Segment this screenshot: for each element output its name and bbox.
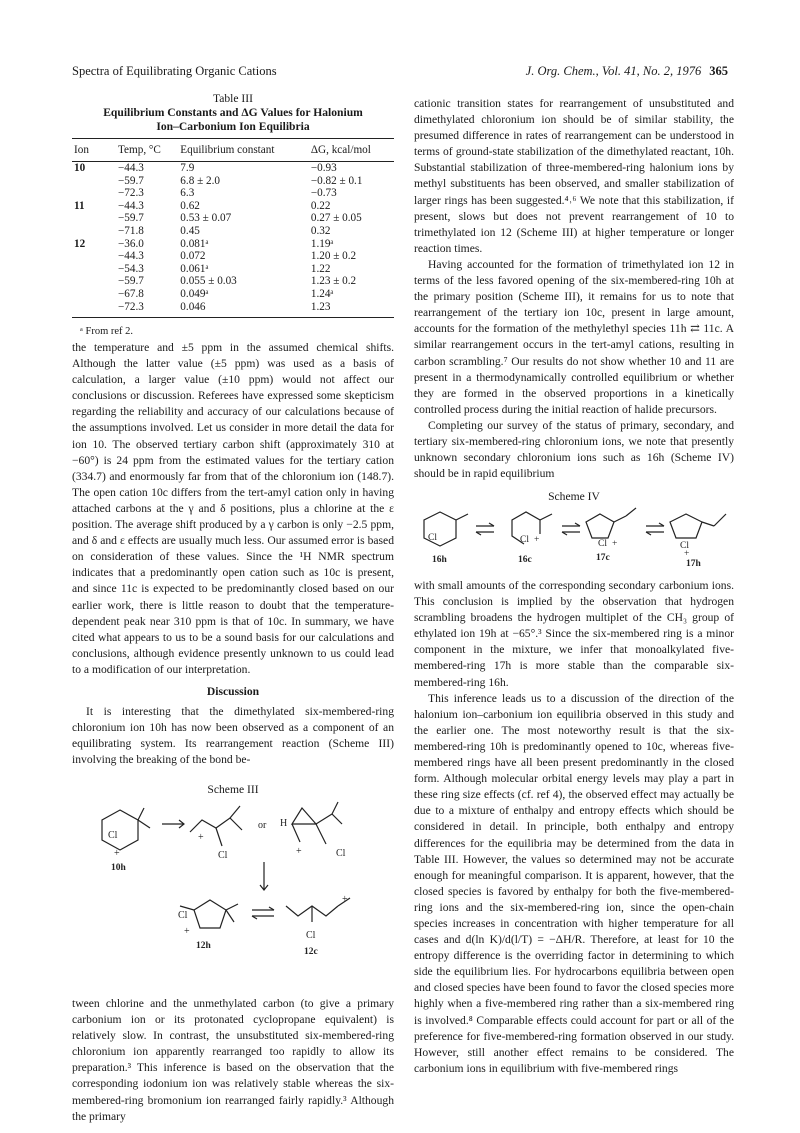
table-cell: 12 <box>74 237 86 250</box>
table-cell <box>72 250 116 263</box>
table-cell <box>72 187 116 200</box>
journal-citation <box>526 64 728 79</box>
table-cell: −72.3 <box>118 187 144 200</box>
right-text-2 <box>414 578 734 1077</box>
left-text-2 <box>72 996 394 1125</box>
right-column <box>414 96 734 482</box>
paragraph: Having accounted for the formation of trimethylated ion 12 in terms of the less favored opening of the six-membered-ring 10h at the primary position (Scheme III), it remains for us to note that rearrangement of the tertiary ion 10c, present in large amount, accounts for the formation of the methylethyl species 11h ⇄ 11c. A similar rearrangement occurs in the tert-amyl cations, resulting in carbon scrambling.⁷ Our results do not show whether 10 and 11 are present in a thermodynamically controlled equilibrium or whether they are formed in the observed proportions in a kinetically controlled process during the initial reaction of halide precursors. <box>414 257 734 416</box>
chlorine-atom: Cl <box>108 830 118 841</box>
table-row <box>72 288 394 301</box>
equilibrium-table <box>72 138 394 318</box>
table-cell: −59.7 <box>118 275 144 288</box>
table-cell: 7.9 <box>180 162 195 175</box>
table-cell: −0.82 ± 0.1 <box>310 174 363 187</box>
table-cell <box>72 275 116 288</box>
table-cell: −54.3 <box>118 262 144 275</box>
table-cell: 0.049ᵃ <box>180 288 209 301</box>
chlorine-atom: Cl <box>680 541 689 551</box>
positive-charge: + <box>684 549 690 559</box>
table-cell: −44.3 <box>118 199 144 212</box>
table-cell: 6.8 ± 2.0 <box>180 174 220 187</box>
scheme-title: Scheme IV <box>548 490 600 503</box>
table-cell: 1.23 ± 0.2 <box>310 275 357 288</box>
positive-charge: + <box>296 846 302 857</box>
table-cell: −59.7 <box>118 174 144 187</box>
positive-charge: + <box>198 832 204 843</box>
scheme-iv-diagram <box>414 504 734 568</box>
table-row <box>72 225 394 238</box>
paragraph: This inference leads us to a discussion of the direction of the halonium ion–carbonium ion equilibria observed in this study and the earlier one. The most noteworthy result is that the six-membered-ring 10h is predominantly opened to 10c, whereas five-membered rings have all been present predominantly in the closed form. Although molecular orbital energy levels may play a part in these ring size effects (cf. ref 4), the observed effect may actually be due to a mixture of enthalpy and entropy effects which should be considered in detail. In principle, both enthalpy and entropy differences for the equilibria may be determined from the data in Table III. However, the values so determined may not be accurate enough for meaningful comparison. It is apparent, however, that the closed species is favored by enthalpy for both the five-membered-ring ions and the six-membered-ring ion, since the open-chain species increases in concentration with higher temperature for all cases and d(ln K)/d(l/T) = −ΔH/R. Therefore, at least for 10 the entropy difference is the overriding factor in determining to which side the equilibrium lies. For hydrocarbons equilibria between open and closed species have been found to favor the closed species more highly when a five-membered ring rather than a six-membered ring is involved.⁸ Comparable effects could account for part or all of the preference for five-membered-ring formation observed in our study. However, still another effect remains to be considered. The carbonium ions in equilibrium with five-membered rings <box>414 691 734 1075</box>
compound-label: 17h <box>686 559 701 568</box>
paragraph: with small amounts of the corresponding secondary carbonium ions. This conclusion is implied by the observation that hydrogen scrambling broadens the hydrogen multiplet of the CH₃ group of ethylated ion 19h at −65°.³ Since the six-membered ring is a minor component in the mixture, we infer that monoalkylated five-membered-ring 17h is more stable than the comparable six-membered-ring 16h. <box>414 579 734 689</box>
paragraph: Completing our survey of the status of primary, secondary, and tertiary six-membered-ring chloronium ions, we note that presently unknown secondary chloronium ions such as 16h (Scheme IV) should be in rapid equilibrium <box>414 418 734 481</box>
table-cell: 0.046 <box>180 300 206 313</box>
table-caption <box>72 92 394 134</box>
table-cell: −59.7 <box>118 212 144 225</box>
table-header-row <box>72 139 394 162</box>
chlorine-atom: Cl <box>520 535 529 545</box>
paragraph: It is interesting that the dimethylated six-membered-ring chloronium ion 10h has now been observed as a component of an equilibrating system. Its rearrangement reaction (Scheme III) involving the breaking of the bond be- <box>72 705 394 767</box>
table-footnote: ᵃ From ref 2. <box>80 326 134 338</box>
running-header: Spectra of Equilibrating Organic Cations <box>72 64 277 78</box>
table-cell: −0.93 <box>310 162 337 175</box>
table-cell: 6.3 <box>180 187 195 200</box>
positive-charge: + <box>184 926 190 937</box>
or-text: or <box>258 820 267 831</box>
section-heading: Discussion <box>206 684 260 698</box>
table-cell: 0.072 <box>180 250 206 263</box>
table-row <box>72 238 394 251</box>
chlorine-atom: Cl <box>306 930 316 941</box>
positive-charge: + <box>534 535 540 545</box>
table-cell: 0.061ᵃ <box>180 262 209 275</box>
scheme-iii-diagram <box>80 798 390 978</box>
positive-charge: + <box>114 848 120 859</box>
table-cell <box>72 263 116 276</box>
table-cell: 10 <box>74 162 86 175</box>
table-cell: 1.19ᵃ <box>310 237 334 250</box>
table-cell: 0.27 ± 0.05 <box>310 212 362 225</box>
compound-label: 16h <box>432 555 447 565</box>
table-cell: −44.3 <box>118 250 144 263</box>
table-row <box>72 200 394 213</box>
th-ion: Ion <box>72 139 116 162</box>
table-row <box>72 187 394 200</box>
table-cell: −0.73 <box>310 187 337 200</box>
compound-label: 12c <box>304 947 318 957</box>
table-cell: −67.8 <box>118 288 144 301</box>
table-row <box>72 275 394 288</box>
paragraph: cationic transition states for rearrangement of unsubstituted and dimethylated chloronium ion should be of similar stability, the presumed difference in rates of rearrangement can be understood in terms of ground-state stabilization of the dimethylated reactant, 10h. Substantial stabilization of three-membered-ring halonium ions by methyl substituents has been observed, and smaller stabilization of larger rings has been suggested.⁴˒⁶ We note that this stabilization, if present, slows but does not prevent rearrangement of 10 to trimethylated ion 12 (Scheme III) at higher temperature or longer reaction times. <box>414 97 734 255</box>
chlorine-atom: Cl <box>218 850 228 861</box>
table-cell: 1.20 ± 0.2 <box>310 250 357 263</box>
table-row <box>72 162 394 175</box>
table-cell: 0.22 <box>310 199 331 212</box>
table-cell: 1.22 <box>310 262 331 275</box>
chlorine-atom: Cl <box>598 539 607 549</box>
left-column <box>72 92 394 340</box>
positive-charge: + <box>612 539 618 549</box>
table-cell: 1.23 <box>310 300 331 313</box>
compound-label: 12h <box>196 941 211 951</box>
th-dg: ΔG, kcal/mol <box>309 139 394 162</box>
table-cell: 0.055 ± 0.03 <box>180 275 237 288</box>
table-cell: 0.32 <box>310 225 331 238</box>
table-row <box>72 175 394 188</box>
th-eq: Equilibrium constant <box>178 139 309 162</box>
table-cell: −71.8 <box>118 225 144 238</box>
table-row <box>72 250 394 263</box>
table-cell: −72.3 <box>118 300 144 313</box>
table-number: Table III <box>212 92 254 105</box>
hydrogen-atom: H <box>280 818 288 829</box>
table-cell: 0.45 <box>180 225 200 238</box>
table-cell <box>72 175 116 188</box>
table-cell: 1.24ᵃ <box>310 288 334 301</box>
compound-label: 10h <box>111 863 126 873</box>
table-cell: 0.081ᵃ <box>180 237 209 250</box>
table-title-2: Ion–Carbonium Ion Equilibria <box>156 120 310 133</box>
table-cell: −44.3 <box>118 162 144 175</box>
page-number: 365 <box>709 64 728 78</box>
table-cell <box>72 288 116 301</box>
table-row <box>72 212 394 225</box>
table-cell <box>72 212 116 225</box>
chlorine-atom: Cl <box>336 848 346 859</box>
compound-label: 16c <box>518 555 532 565</box>
th-temp: Temp, °C <box>116 139 178 162</box>
journal-name: J. Org. Chem., Vol. 41, No. 2, 1976 <box>525 64 702 78</box>
chlorine-atom: Cl <box>428 533 437 543</box>
table-row <box>72 263 394 276</box>
paragraph: the temperature and ±5 ppm in the assumed chemical shifts. Although the latter value (±5 ppm) was used as a basis of calculation, a larger value (±10 ppm) would not affect our conclusions or discussion. Referees have expressed some skepticism regarding the reliability and accuracy of our calculations because of the assumptions involved. Let us consider in more detail the data for ion 10. The observed tertiary carbon shift (approximately 310 at −60°) is 24 ppm from the estimated values for the tertiary cation (334.7) and enormously far from that of the chloronium ion (148.7). The open cation 10c differs from the tert-amyl cation only in having attached carbons at the γ and δ positions, plus a chlorine at the ε position. The average shift produced by a γ carbon is only −2.5 ppm, and δ and ε effects are usually much less. Our assumed error is based on consideration of these values. Since the ¹H NMR spectrum indicates that a predominantly open cation such as 10c is present, and since 11c is expected to be predominantly closed based on our earlier work, there is little reason to doubt that the temperature-dependent peak near 310 ppm is that of 10c. In summary, we have cited what appears to us to be a sound basis for our calculations and conclusions, although evidence presently unknown to us could lead to a modification of our interpretation. <box>72 341 394 676</box>
table-cell: 11 <box>74 199 85 212</box>
table-cell: −36.0 <box>118 237 144 250</box>
compound-label: 17c <box>596 553 610 563</box>
left-text <box>72 340 394 768</box>
positive-charge: + <box>342 894 348 905</box>
scheme-title: Scheme III <box>207 783 259 796</box>
table-cell: 0.62 <box>180 199 200 212</box>
table-cell: 0.53 ± 0.07 <box>180 212 232 225</box>
table-row <box>72 301 394 318</box>
table-cell <box>72 225 116 238</box>
chlorine-atom: Cl <box>178 910 188 921</box>
table-title: Equilibrium Constants and ΔG Values for Halonium <box>103 106 363 119</box>
paragraph: tween chlorine and the unmethylated carbon (to give a primary carbonium ion or its protonated cyclopropane equivalent) is relatively slow. In contrast, the unsubstituted six-membered-ring chloronium ion apparently rearranged too rapidly to allow its preparation.³ This inference is based on the observation that the corresponding iodonium ion was relatively stable whereas the six-membered-ring bromonium ion rearranged fairly rapidly.³ Although the primary <box>72 997 394 1123</box>
table-cell <box>72 301 116 318</box>
